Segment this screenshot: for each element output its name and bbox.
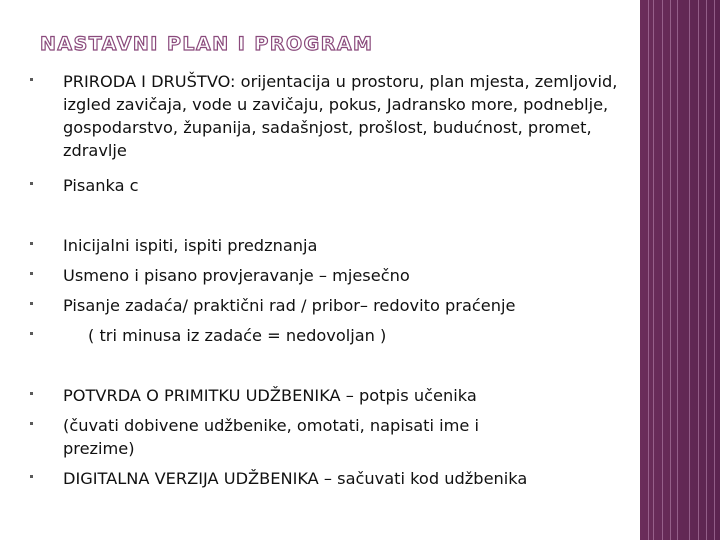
list-item-text: Pisanka c [63,176,139,195]
decorative-sidebar [640,0,720,540]
bullet-icon [30,242,33,245]
slide-title: NASTAVNI PLAN I PROGRAM [40,33,374,55]
list-item-text: (čuvati dobivene udžbenike, omotati, napisati ime i prezime) [63,416,480,458]
bullet-icon [30,272,33,275]
list-item-text: ( tri minusa iz zadaće = nedovoljan ) [88,326,387,345]
list-item-text: PRIRODA I DRUŠTVO: orijentacija u prostoru, plan mjesta, zemljovid, izgled zavičaja, vode u zavičaju, pokus, Jadransko more, podneblje, gospodarstvo, županija, sadašnjost, prošlost, budućnost, promet, zdravlje [63,72,618,160]
bullet-icon [30,475,33,478]
bullet-icon [30,182,33,185]
list-item-text: Inicijalni ispiti, ispiti predznanja [63,236,318,255]
list-item-text: Usmeno i pisano provjeravanje – mjesečno [63,266,410,285]
bullet-icon [30,332,33,335]
bullet-icon [30,422,33,425]
bullet-icon [30,78,33,81]
list-item-text: Pisanje zadaća/ praktični rad / pribor– redovito praćenje [63,296,516,315]
bullet-icon [30,392,33,395]
list-item-text: DIGITALNA VERZIJA UDŽBENIKA – sačuvati kod udžbenika [63,469,528,488]
bullet-icon [30,302,33,305]
list-item-text: POTVRDA O PRIMITKU UDŽBENIKA – potpis učenika [63,386,477,405]
